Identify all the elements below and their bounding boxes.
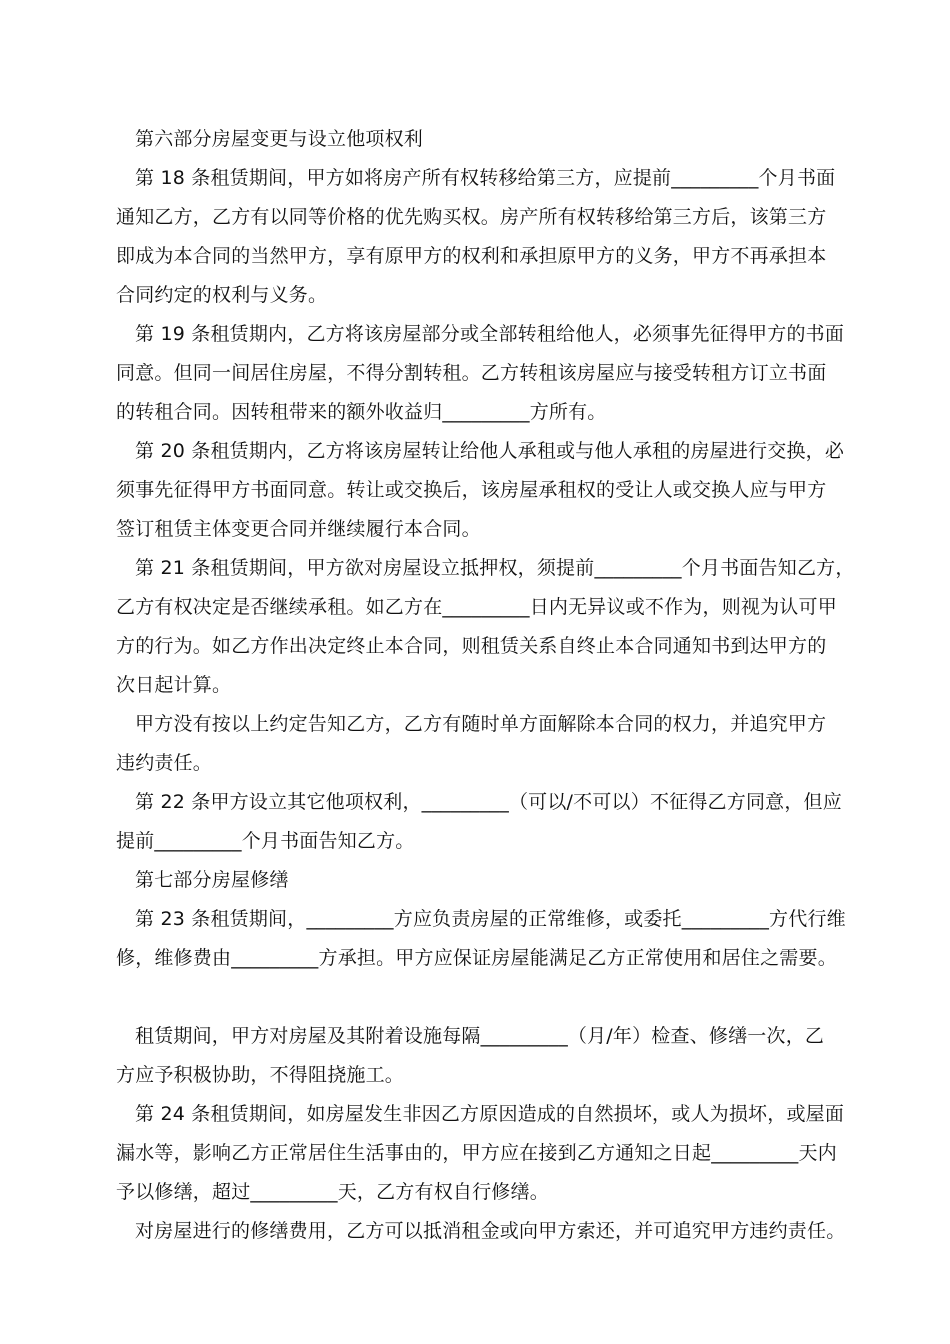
text-line: 第 23 条租赁期间，_________方应负责房屋的正常维修，或委托_________方代行维: [135, 908, 846, 930]
text-line: 第 21 条租赁期间，甲方欲对房屋设立抵押权，须提前_________个月书面告知乙方，: [135, 557, 855, 579]
text-line: 违约责任。: [116, 752, 213, 774]
text-line: 合同约定的权利与义务。: [116, 284, 328, 306]
text-line: 须事先征得甲方书面同意。转让或交换后，该房屋承租权的受让人或交换人应与甲方: [116, 479, 827, 501]
text-line: 予以修缮，超过_________天，乙方有权自行修缮。: [116, 1181, 549, 1203]
text-line: 的转租合同。因转租带来的额外收益归_________方所有。: [116, 401, 607, 423]
section-heading: 第七部分房屋修缮: [135, 869, 289, 891]
text-line: 对房屋进行的修缮费用，乙方可以抵消租金或向甲方索还，并可追究甲方违约责任。: [135, 1220, 846, 1242]
text-line: 第 22 条甲方设立其它他项权利，_________（可以/不可以）不征得乙方同意，但应: [135, 791, 842, 813]
text-line: 方的行为。如乙方作出决定终止本合同，则租赁关系自终止本合同通知书到达甲方的: [116, 635, 827, 657]
text-line: 修，维修费由_________方承担。甲方应保证房屋能满足乙方正常使用和居住之需要。: [116, 947, 837, 969]
text-line: 乙方有权决定是否继续承租。如乙方在_________日内无异议或不作为，则视为认可甲: [116, 596, 837, 618]
text-line: 同意。但同一间居住房屋，不得分割转租。乙方转租该房屋应与接受转租方订立书面: [116, 362, 827, 384]
text-line: 方应予积极协助，不得阻挠施工。: [116, 1064, 405, 1086]
text-line: 第 19 条租赁期内，乙方将该房屋部分或全部转租给他人，必须事先征得甲方的书面: [135, 323, 845, 345]
text-line: 第 24 条租赁期间，如房屋发生非因乙方原因造成的自然损坏，或人为损坏，或屋面: [135, 1103, 845, 1125]
text-line: 漏水等，影响乙方正常居住生活事由的，甲方应在接到乙方通知之日起_________天内: [116, 1142, 837, 1164]
text-line: 甲方没有按以上约定告知乙方，乙方有随时单方面解除本合同的权力，并追究甲方: [135, 713, 827, 735]
text-line: 第 18 条租赁期间，甲方如将房产所有权转移给第三方，应提前_________个月书面: [135, 167, 836, 189]
text-line: 通知乙方，乙方有以同等价格的优先购买权。房产所有权转移给第三方后，该第三方: [116, 206, 827, 228]
text-line: 签订租赁主体变更合同并继续履行本合同。: [116, 518, 481, 540]
text-line: 即成为本合同的当然甲方，享有原甲方的权利和承担原甲方的义务，甲方不再承担本: [116, 245, 827, 267]
section-heading: 第六部分房屋变更与设立他项权利: [135, 128, 424, 150]
text-line: 第 20 条租赁期内，乙方将该房屋转让给他人承租或与他人承租的房屋进行交换，必: [135, 440, 845, 462]
text-line: 次日起计算。: [116, 674, 232, 696]
text-line: 提前_________个月书面告知乙方。: [116, 830, 415, 852]
text-line: 租赁期间，甲方对房屋及其附着设施每隔_________（月/年）检查、修缮一次，乙: [135, 1025, 825, 1047]
